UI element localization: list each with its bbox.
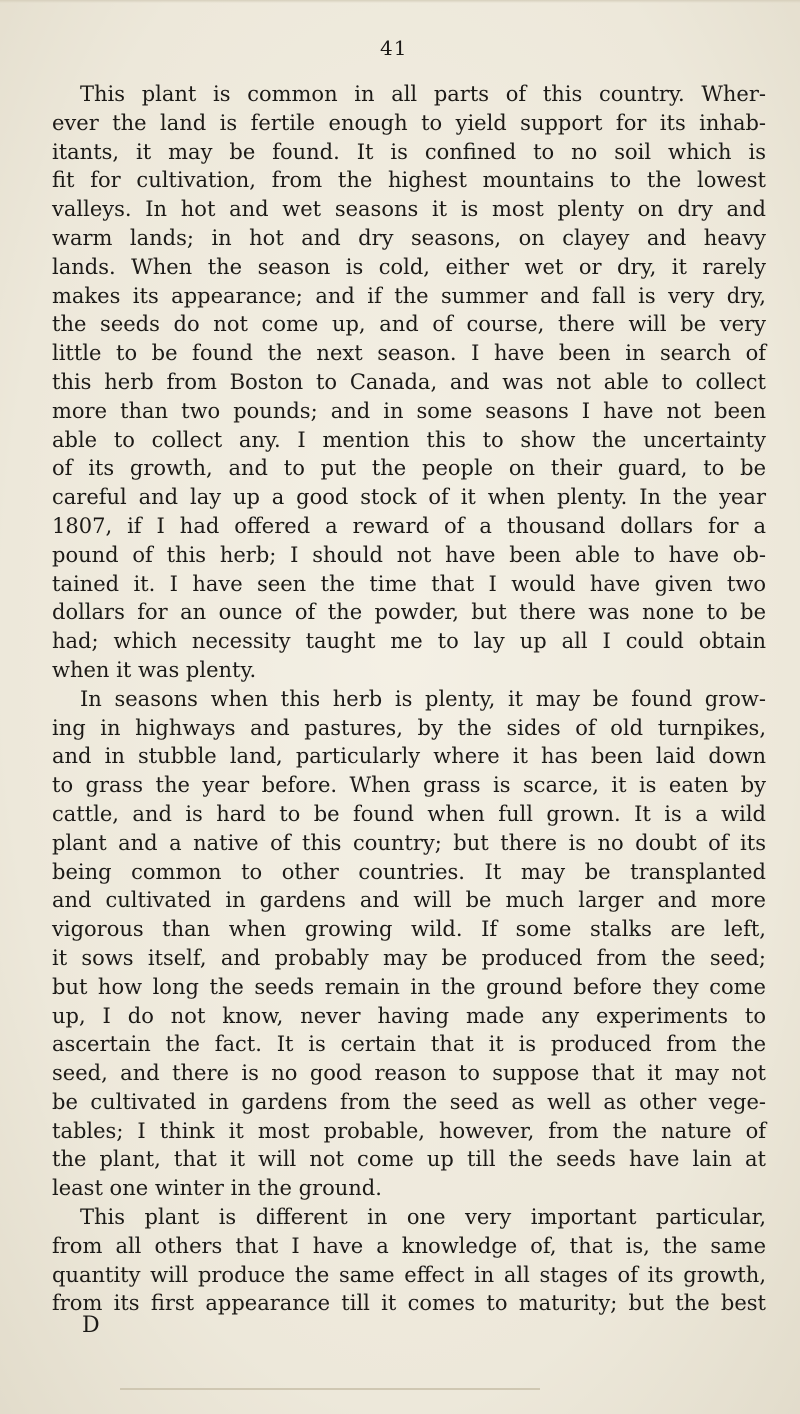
- text-line: little to be found the next season. I have been in search of: [52, 341, 766, 366]
- text-line: valleys. In hot and wet seasons it is most plenty on dry and: [52, 197, 766, 222]
- text-line: when it was plenty.: [52, 657, 257, 682]
- page-bottom-edge: [120, 1388, 540, 1390]
- text-line: tained it. I have seen the time that I would have given two: [52, 571, 766, 596]
- text-line: ever the land is fertile enough to yield support for its inhab-: [52, 110, 766, 135]
- signature-mark: D: [82, 1313, 100, 1338]
- text-line: this herb from Boston to Canada, and was not able to collect: [52, 369, 766, 394]
- text-line: the plant, that it will not come up till the seeds have lain at: [52, 1147, 766, 1172]
- text-line: warm lands; in hot and dry seasons, on clayey and heavy: [52, 225, 766, 250]
- body-text: [52, 80, 766, 1318]
- text-line: from all others that I have a knowledge of, that is, the same: [52, 1233, 766, 1258]
- page-edge: [0, 0, 800, 3]
- text-line: be cultivated in gardens from the seed as well as other vege-: [52, 1089, 766, 1114]
- text-line: more than two pounds; and in some seasons I have not been: [52, 398, 766, 423]
- text-line: itants, it may be found. It is confined to no soil which is: [52, 139, 766, 164]
- text-line: the seeds do not come up, and of course, there will be very: [52, 312, 766, 337]
- text-line: but how long the seeds remain in the ground before they come: [52, 974, 766, 999]
- page-number: 41: [380, 36, 408, 60]
- text-line: In seasons when this herb is plenty, it may be found grow-: [80, 686, 766, 711]
- text-line: 1807, if I had offered a reward of a thousand dollars for a: [52, 513, 766, 538]
- text-line: cattle, and is hard to be found when full grown. It is a wild: [52, 801, 766, 826]
- text-line: from its first appearance till it comes to maturity; but the best: [52, 1291, 766, 1316]
- text-line: plant and a native of this country; but there is no doubt of its: [52, 830, 766, 855]
- text-line: ing in highways and pastures, by the sides of old turnpikes,: [52, 715, 766, 740]
- text-line: least one winter in the ground.: [52, 1176, 382, 1201]
- text-line: careful and lay up a good stock of it when plenty. In the year: [52, 485, 766, 510]
- text-line: tables; I think it most probable, however, from the nature of: [52, 1118, 766, 1143]
- text-line: This plant is common in all parts of this country. Wher-: [80, 82, 766, 106]
- text-line: lands. When the season is cold, either wet or dry, it rarely: [52, 254, 766, 279]
- text-line: vigorous than when growing wild. If some stalks are left,: [52, 917, 766, 942]
- text-line: ascertain the fact. It is certain that it is produced from the: [52, 1032, 766, 1057]
- text-line: able to collect any. I mention this to show the uncertainty: [52, 427, 766, 452]
- text-line: This plant is different in one very important particular,: [80, 1205, 766, 1230]
- text-line: to grass the year before. When grass is scarce, it is eaten by: [52, 773, 766, 798]
- text-line: seed, and there is no good reason to suppose that it may not: [52, 1061, 766, 1086]
- text-line: quantity will produce the same effect in all stages of its growth,: [52, 1262, 766, 1287]
- text-line: pound of this herb; I should not have been able to have ob-: [52, 542, 766, 567]
- text-line: it sows itself, and probably may be produced from the seed;: [52, 945, 766, 970]
- text-line: fit for cultivation, from the highest mountains to the lowest: [52, 168, 766, 193]
- text-line: and in stubble land, particularly where it has been laid down: [52, 744, 766, 769]
- text-line: being common to other countries. It may be transplanted: [52, 859, 766, 884]
- text-line: had; which necessity taught me to lay up all I could obtain: [52, 629, 766, 654]
- text-line: and cultivated in gardens and will be much larger and more: [52, 888, 766, 913]
- text-line: up, I do not know, never having made any experiments to: [52, 1003, 766, 1028]
- text-line: of its growth, and to put the people on their guard, to be: [52, 456, 766, 481]
- text-line: dollars for an ounce of the powder, but there was none to be: [52, 600, 766, 625]
- text-line: makes its appearance; and if the summer and fall is very dry,: [52, 283, 766, 308]
